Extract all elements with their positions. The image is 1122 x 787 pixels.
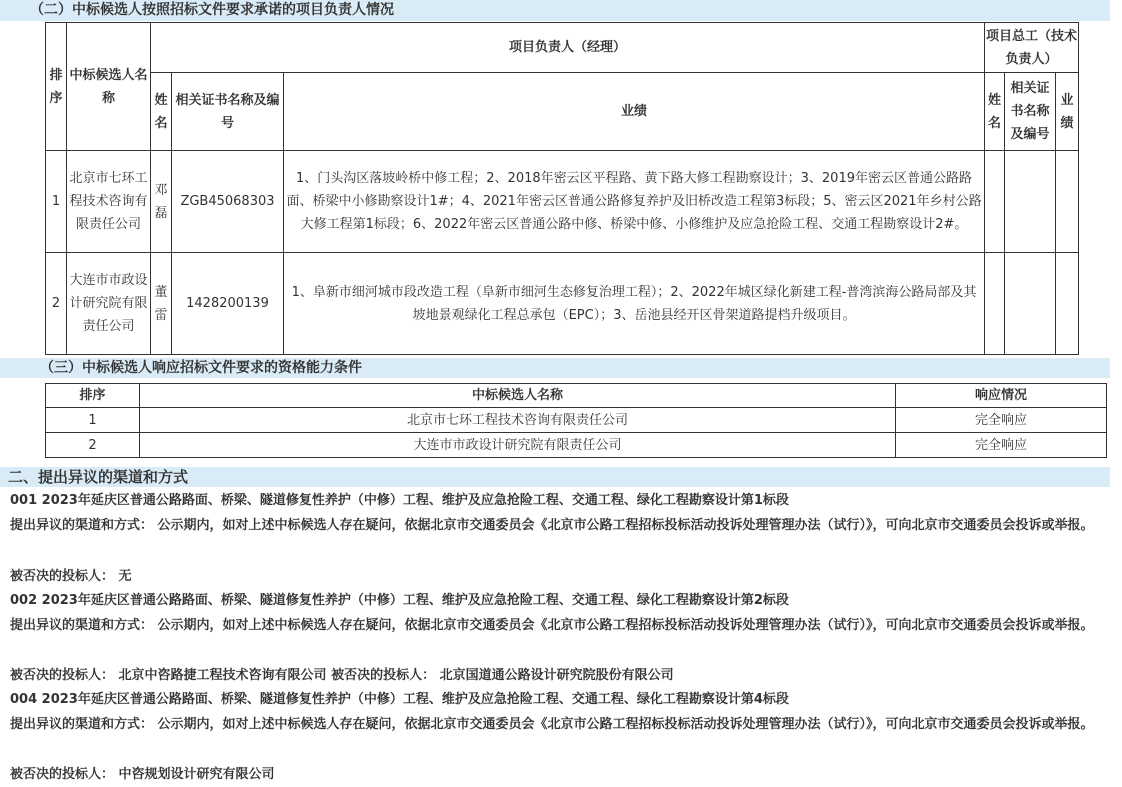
row-name: 董雷 (151, 253, 172, 355)
q-row-response: 完全响应 (896, 433, 1107, 458)
q-header-candidate: 中标候选人名称 (140, 384, 896, 408)
lot2-rejected (10, 664, 1115, 688)
channel-label: 提出异议的渠道和方式： (10, 618, 154, 633)
row-cert: ZGB45068303 (172, 151, 284, 253)
section-title-project-manager: （二）中标候选人按照招标文件要求承诺的项目负责人情况 (0, 0, 1110, 21)
row-candidate: 大连市市政设计研究院有限责任公司 (67, 253, 151, 355)
lot4-title: 004 2023年延庆区普通公路路面、桥梁、隧道修复性养护（中修）工程、维护及应急抢险工程、交通工程、绿化工程勘察设计第4标段 (10, 692, 789, 707)
row-chief-cert (1005, 151, 1056, 253)
header-name: 姓名 (151, 73, 172, 151)
row-performance: 1、门头沟区落坡岭桥中修工程；2、2018年密云区平程路、黄下路大修工程勘察设计；3、2019年密云区普通公路路面、桥梁中小修勘察设计1#；4、2021年密云区普通公路修复养护及旧桥改造工程第3标段；5、密云区2021年乡村公路大修工程第1标段；6、2022年密云区普通公路中修、桥梁中修、小修维护及应急抢险工程、交通工程勘察设计2#。 (284, 151, 985, 253)
header-chief-cert: 相关证书名称及编号 (1005, 73, 1056, 151)
row-chief-performance (1056, 151, 1079, 253)
q-header-response: 响应情况 (896, 384, 1107, 408)
channel-text: 公示期内，如对上述中标候选人存在疑问，依据北京市交通委员会《北京市公路工程招标投标活动投诉处理管理办法（试行）》，可向北京市交通委员会投诉或举报。 (157, 618, 1094, 633)
table-row (46, 151, 1079, 253)
rejected-value: 北京国道通公路设计研究院股份有限公司 (439, 668, 674, 683)
channel-text: 公示期内，如对上述中标候选人存在疑问，依据北京市交通委员会《北京市公路工程招标投标活动投诉处理管理办法（试行）》，可向北京市交通委员会投诉或举报。 (157, 518, 1094, 533)
row-chief-cert (1005, 253, 1056, 355)
row-chief-name (985, 253, 1005, 355)
row-name: 邓磊 (151, 151, 172, 253)
channel-label: 提出异议的渠道和方式： (10, 518, 154, 533)
lot2-title: 002 2023年延庆区普通公路路面、桥梁、隧道修复性养护（中修）工程、维护及应急抢险工程、交通工程、绿化工程勘察设计第2标段 (10, 593, 789, 608)
row-cert: 1428200139 (172, 253, 284, 355)
rejected-value: 无 (118, 569, 132, 584)
header-chief-group: 项目总工（技术负责人） (985, 23, 1079, 73)
rejected-label: 被否决的投标人： (331, 668, 436, 683)
rejected-label: 被否决的投标人： (10, 569, 115, 584)
rejected-value: 中咨规划设计研究有限公司 (118, 767, 275, 782)
header-chief-performance: 业绩 (1056, 73, 1079, 151)
row-chief-performance (1056, 253, 1079, 355)
q-row-candidate: 大连市市政设计研究院有限责任公司 (140, 433, 896, 458)
row-chief-name (985, 151, 1005, 253)
qualification-table (45, 383, 1107, 458)
q-row-rank: 1 (46, 408, 140, 433)
lot4-channel (10, 713, 1115, 737)
row-rank: 2 (46, 253, 67, 355)
rejected-label: 被否决的投标人： (10, 767, 115, 782)
lot1-rejected (10, 565, 1115, 589)
table-row (46, 408, 1107, 433)
row-performance: 1、阜新市细河城市段改造工程（阜新市细河生态修复治理工程）；2、2022年城区绿化新建工程-普湾滨海公路局部及其坡地景观绿化工程总承包（EPC）；3、岳池县经开区骨架道路提档升级项目。 (284, 253, 985, 355)
table-row (46, 433, 1107, 458)
header-rank: 排序 (46, 23, 67, 151)
lot4-rejected (10, 763, 1115, 787)
row-candidate: 北京市七环工程技术咨询有限责任公司 (67, 151, 151, 253)
header-performance: 业绩 (284, 73, 985, 151)
q-row-response: 完全响应 (896, 408, 1107, 433)
project-manager-table (45, 22, 1079, 355)
header-manager-group: 项目负责人（经理） (151, 23, 985, 73)
rejected-label: 被否决的投标人： (10, 668, 115, 683)
q-row-rank: 2 (46, 433, 140, 458)
lot1-title: 001 2023年延庆区普通公路路面、桥梁、隧道修复性养护（中修）工程、维护及应急抢险工程、交通工程、绿化工程勘察设计第1标段 (10, 493, 789, 508)
section-title-qualification: （三）中标候选人响应招标文件要求的资格能力条件 (0, 358, 1110, 378)
channel-text: 公示期内，如对上述中标候选人存在疑问，依据北京市交通委员会《北京市公路工程招标投标活动投诉处理管理办法（试行）》，可向北京市交通委员会投诉或举报。 (157, 717, 1094, 732)
header-candidate: 中标候选人名称 (67, 23, 151, 151)
lot2-channel (10, 614, 1115, 638)
row-rank: 1 (46, 151, 67, 253)
table-row (46, 253, 1079, 355)
lot1-channel (10, 514, 1115, 538)
section-title-objection: 二、提出异议的渠道和方式 (0, 467, 1110, 487)
rejected-value: 北京中咨路捷工程技术咨询有限公司 (118, 668, 327, 683)
header-chief-name: 姓名 (985, 73, 1005, 151)
q-row-candidate: 北京市七环工程技术咨询有限责任公司 (140, 408, 896, 433)
header-cert: 相关证书名称及编号 (172, 73, 284, 151)
q-header-rank: 排序 (46, 384, 140, 408)
channel-label: 提出异议的渠道和方式： (10, 717, 154, 732)
